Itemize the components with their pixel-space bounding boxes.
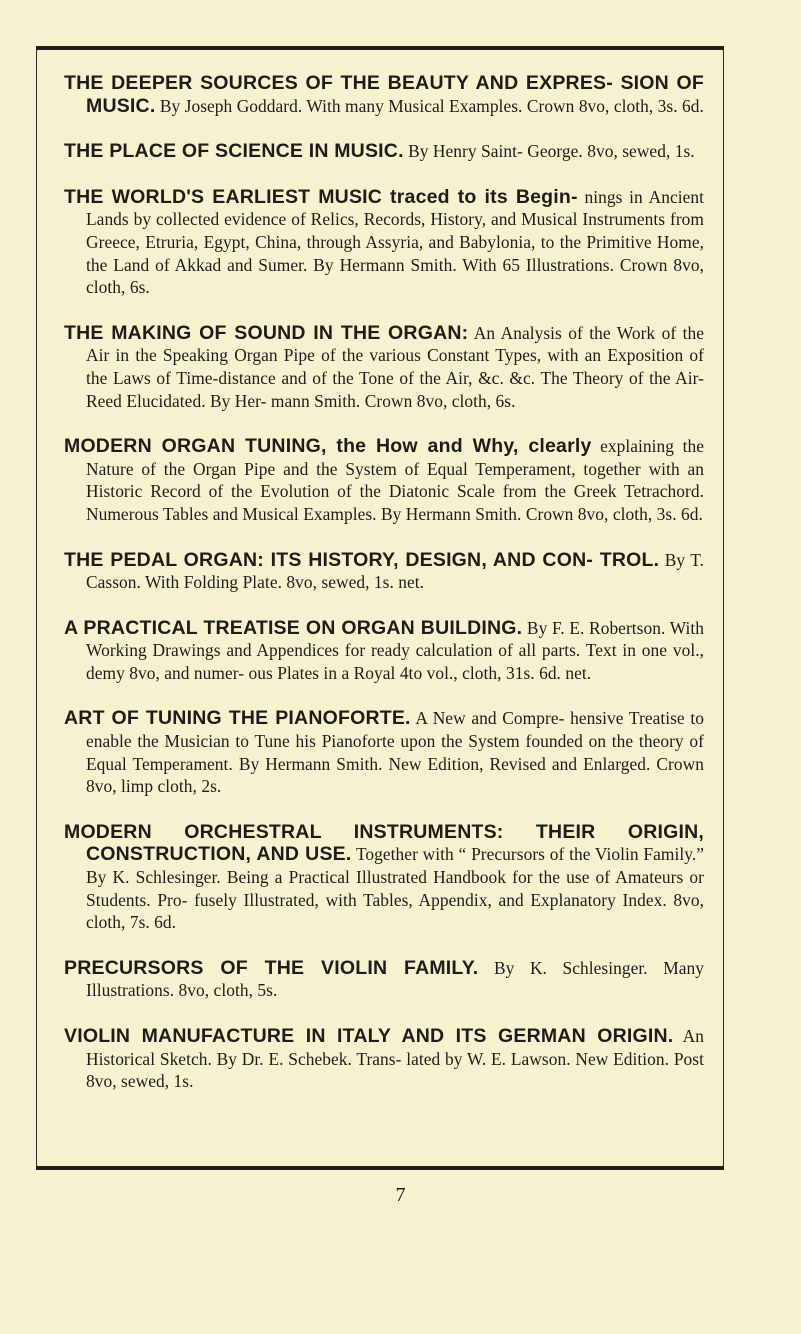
entry-description: An Analysis of the Work of the Air in the Speaking Organ Pipe of the various Constant Types, with an Exposition of the Laws of Time-distance and of the Tone of the Air, &c. &c. The Theory of the Air-Reed Elucidated. By Her- mann Smith. Crown 8vo, cloth, 6s. — [86, 322, 704, 411]
catalogue-entry — [64, 140, 704, 163]
entry-description: A New and Compre- hensive Treatise to enable the Musician to Tune his Pianoforte upon the System founded on the theory of Equal Temperament. By Hermann Smith. New Edition, Revised and Enlarged. Crown 8vo, limp cloth, 2s. — [86, 708, 704, 797]
catalogue-entry — [64, 707, 704, 797]
catalogue-entry — [64, 821, 704, 934]
entry-title: ART OF TUNING THE PIANOFORTE. — [64, 707, 411, 730]
entry-title: THE PEDAL ORGAN: ITS HISTORY, DESIGN, AND CON- TROL. — [64, 548, 660, 571]
catalogue-entry — [64, 549, 704, 594]
catalogue-entry — [64, 957, 704, 1002]
entry-title: THE MAKING OF SOUND IN THE ORGAN: — [64, 321, 469, 344]
entry-description: By Henry Saint- George. 8vo, sewed, 1s. — [408, 141, 695, 162]
entry-title: PRECURSORS OF THE VIOLIN FAMILY. — [64, 956, 479, 979]
entry-description: nings in Ancient Lands by collected evidence of Relics, Records, History, and Musical Instruments from Greece, Etruria, Egypt, China, through Assyria, and Babylonia, to the Primitive Home, the Land of Akkad and Sumer. By Hermann Smith. With 65 Illustrations. Crown 8vo, cloth, 6s. — [86, 186, 704, 298]
entry-description: By F. E. Robertson. With Working Drawings and Appendices for ready calculation of all parts. Text in one vol., demy 8vo, and numer- ous Plates in a Royal 4to vol., cloth, 31s. 6d. net. — [86, 617, 704, 683]
entry-title: THE DEEPER SOURCES OF THE BEAUTY AND EXPRES- SION OF MUSIC. — [64, 72, 704, 117]
entry-description: An Historical Sketch. By Dr. E. Schebek. Trans- lated by W. E. Lawson. New Edition. Post 8vo, sewed, 1s. — [86, 1026, 704, 1092]
catalogue-list — [64, 72, 704, 1116]
entry-description: By Joseph Goddard. With many Musical Examples. Crown 8vo, cloth, 3s. 6d. — [159, 95, 704, 116]
catalogue-entry — [64, 72, 704, 117]
entry-description: Together with “ Precursors of the Violin Family.” By K. Schlesinger. Being a Practical Illustrated Handbook for the use of Amateurs or Students. Pro- fusely Illustrated, with Tables, Appendix, and Explanatory Index. 8vo, cloth, 7s. 6d. — [86, 844, 705, 933]
entry-title: VIOLIN MANUFACTURE IN ITALY AND ITS GERMAN ORIGIN. — [64, 1025, 674, 1047]
entry-title: A PRACTICAL TREATISE ON ORGAN BUILDING. — [64, 616, 523, 639]
catalogue-entry — [64, 1025, 704, 1093]
catalogue-entry — [64, 435, 704, 525]
catalogue-entry — [64, 186, 704, 299]
entry-description: By T. Casson. With Folding Plate. 8vo, sewed, 1s. net. — [86, 549, 705, 593]
entry-title: THE WORLD'S EARLIEST MUSIC traced to its Begin- — [64, 185, 578, 208]
entry-title: MODERN ORCHESTRAL INSTRUMENTS: THEIR ORIGIN, CONSTRUCTION, AND USE. — [64, 820, 704, 866]
entry-description: explaining the Nature of the Organ Pipe and the System of Equal Temperament, together with an Historic Record of the Evolution of the Diatonic Scale from the Greek Tetrachord. Numerous Tables and Musical Examples. By Hermann Smith. Crown 8vo, cloth, 3s. 6d. — [86, 436, 704, 524]
catalogue-entry — [64, 617, 704, 685]
entry-description: By K. Schlesinger. Many Illustrations. 8vo, cloth, 5s. — [86, 957, 704, 1001]
page-number: 7 — [395, 1184, 406, 1206]
entry-title: THE PLACE OF SCIENCE IN MUSIC. — [64, 140, 404, 163]
entry-title: MODERN ORGAN TUNING, the How and Why, clearly — [64, 435, 592, 458]
catalogue-entry — [64, 322, 704, 412]
